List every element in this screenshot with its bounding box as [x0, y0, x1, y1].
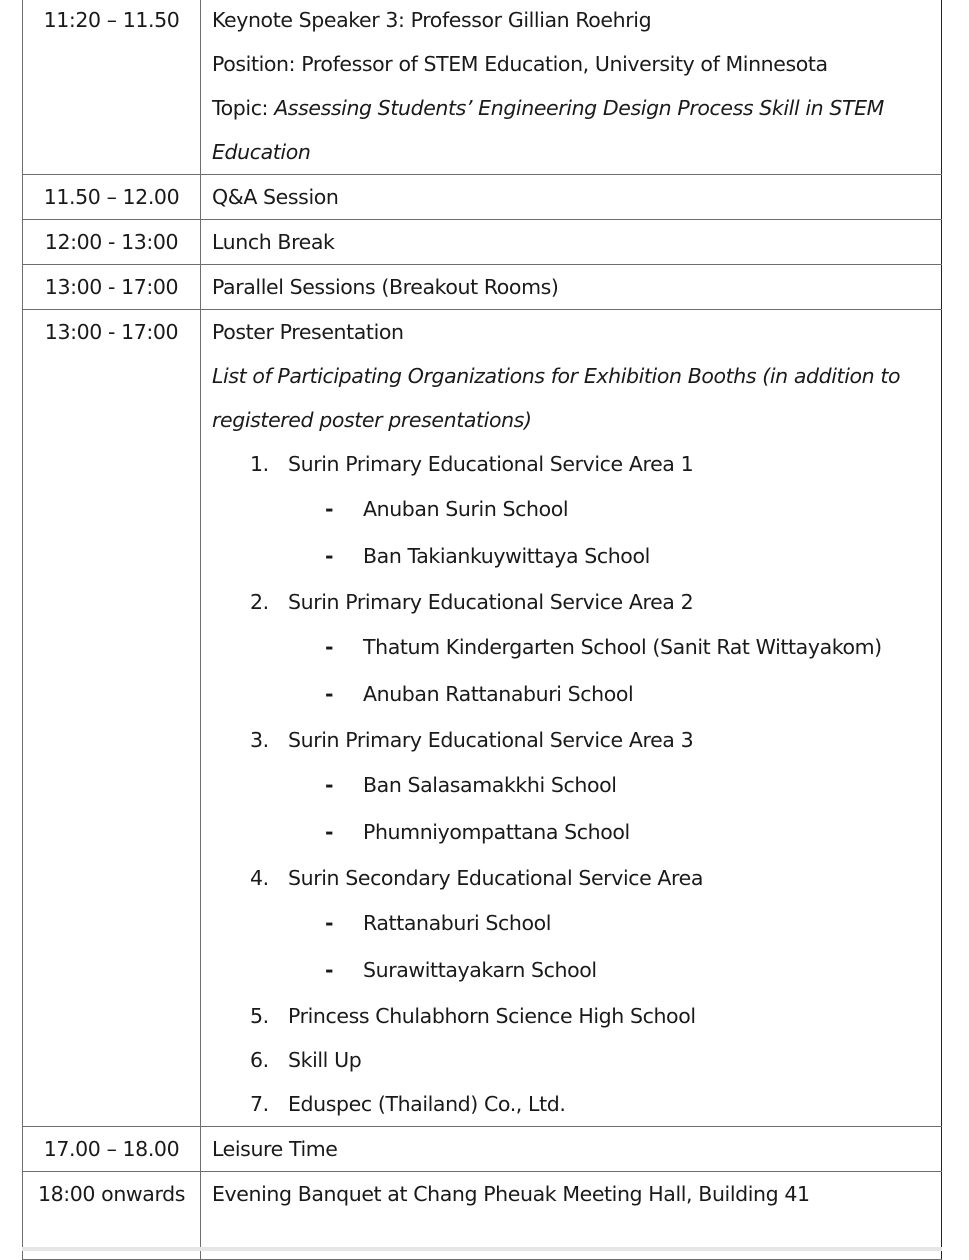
list-number: 6.: [250, 1048, 269, 1072]
page-bottom-strip: [22, 1247, 942, 1251]
speaker-position: Position: Professor of STEM Education, University of Minnesota: [212, 52, 828, 76]
table-row: [23, 310, 942, 1127]
exhibition-note-continued: registered poster presentations): [212, 408, 532, 432]
description-cell: Parallel Sessions (Breakout Rooms): [201, 265, 942, 310]
exhibition-note: List of Participating Organizations for Exhibition Booths (in addition to: [212, 364, 901, 388]
description-cell: Evening Banquet at Chang Pheuak Meeting Hall, Building 41: [201, 1172, 942, 1260]
organization-name: Surin Primary Educational Service Area 2: [288, 590, 694, 614]
organization-name: Surin Primary Educational Service Area 1: [288, 452, 694, 476]
school-name: Rattanaburi School: [363, 911, 552, 935]
organization-item: [212, 1038, 941, 1082]
school-name: Ban Takiankuywittaya School: [363, 544, 650, 568]
list-number: 2.: [250, 590, 269, 614]
schedule-table: [22, 0, 942, 1260]
keynote-speaker: Keynote Speaker 3: Professor Gillian Roehrig: [212, 8, 652, 32]
school-item: [212, 762, 941, 809]
school-item: [212, 533, 941, 580]
time-cell: 13:00 - 17:00: [23, 310, 201, 1127]
school-item: [212, 671, 941, 718]
school-name: Phumniyompattana School: [363, 820, 630, 844]
time-cell: 11.50 – 12.00: [23, 175, 201, 220]
school-name: Anuban Rattanaburi School: [363, 682, 634, 706]
table-row: [23, 220, 942, 265]
school-item: [212, 486, 941, 533]
school-name: Anuban Surin School: [363, 497, 569, 521]
description-cell: Q&A Session: [201, 175, 942, 220]
time-cell: 17.00 – 18.00: [23, 1127, 201, 1172]
table-row: [23, 175, 942, 220]
school-item: [212, 900, 941, 947]
organization-item: [212, 994, 941, 1038]
organization-name: Skill Up: [288, 1048, 362, 1072]
topic-title: Assessing Students’ Engineering Design Process Skill in STEM: [274, 96, 884, 120]
organization-name: Surin Secondary Educational Service Area: [288, 866, 704, 890]
poster-presentation-title: Poster Presentation: [212, 320, 404, 344]
school-name: Surawittayakarn School: [363, 958, 597, 982]
dash-bullet-icon: -: [325, 682, 334, 706]
list-number: 5.: [250, 1004, 269, 1028]
table-row: [23, 1127, 942, 1172]
organization-name: Princess Chulabhorn Science High School: [288, 1004, 696, 1028]
list-number: 3.: [250, 728, 269, 752]
school-item: [212, 809, 941, 856]
table-row: [23, 265, 942, 310]
table-row: [23, 0, 942, 175]
school-item: [212, 947, 941, 994]
organization-item: [212, 1082, 941, 1126]
time-cell: 11:20 – 11.50: [23, 0, 201, 175]
list-number: 4.: [250, 866, 269, 890]
dash-bullet-icon: -: [325, 497, 334, 521]
description-cell: Leisure Time: [201, 1127, 942, 1172]
dash-bullet-icon: -: [325, 544, 334, 568]
organization-item: [212, 580, 941, 624]
description-cell: [201, 310, 942, 1127]
dash-bullet-icon: -: [325, 958, 334, 982]
talk-topic: [212, 86, 941, 130]
list-number: 1.: [250, 452, 269, 476]
school-name: Thatum Kindergarten School (Sanit Rat Wittayakom): [363, 635, 882, 659]
time-cell: 13:00 - 17:00: [23, 265, 201, 310]
list-number: 7.: [250, 1092, 269, 1116]
topic-title-continued: Education: [212, 140, 311, 164]
school-item: [212, 624, 941, 671]
school-name: Ban Salasamakkhi School: [363, 773, 617, 797]
time-cell: 12:00 - 13:00: [23, 220, 201, 265]
organization-name: Eduspec (Thailand) Co., Ltd.: [288, 1092, 566, 1116]
dash-bullet-icon: -: [325, 773, 334, 797]
description-cell: [201, 0, 942, 175]
organization-item: [212, 856, 941, 900]
time-cell: 18:00 onwards: [23, 1172, 201, 1260]
topic-label: Topic:: [212, 96, 275, 120]
organization-name: Surin Primary Educational Service Area 3: [288, 728, 694, 752]
dash-bullet-icon: -: [325, 635, 334, 659]
dash-bullet-icon: -: [325, 911, 334, 935]
description-cell: Lunch Break: [201, 220, 942, 265]
organization-item: [212, 718, 941, 762]
dash-bullet-icon: -: [325, 820, 334, 844]
organization-item: [212, 442, 941, 486]
